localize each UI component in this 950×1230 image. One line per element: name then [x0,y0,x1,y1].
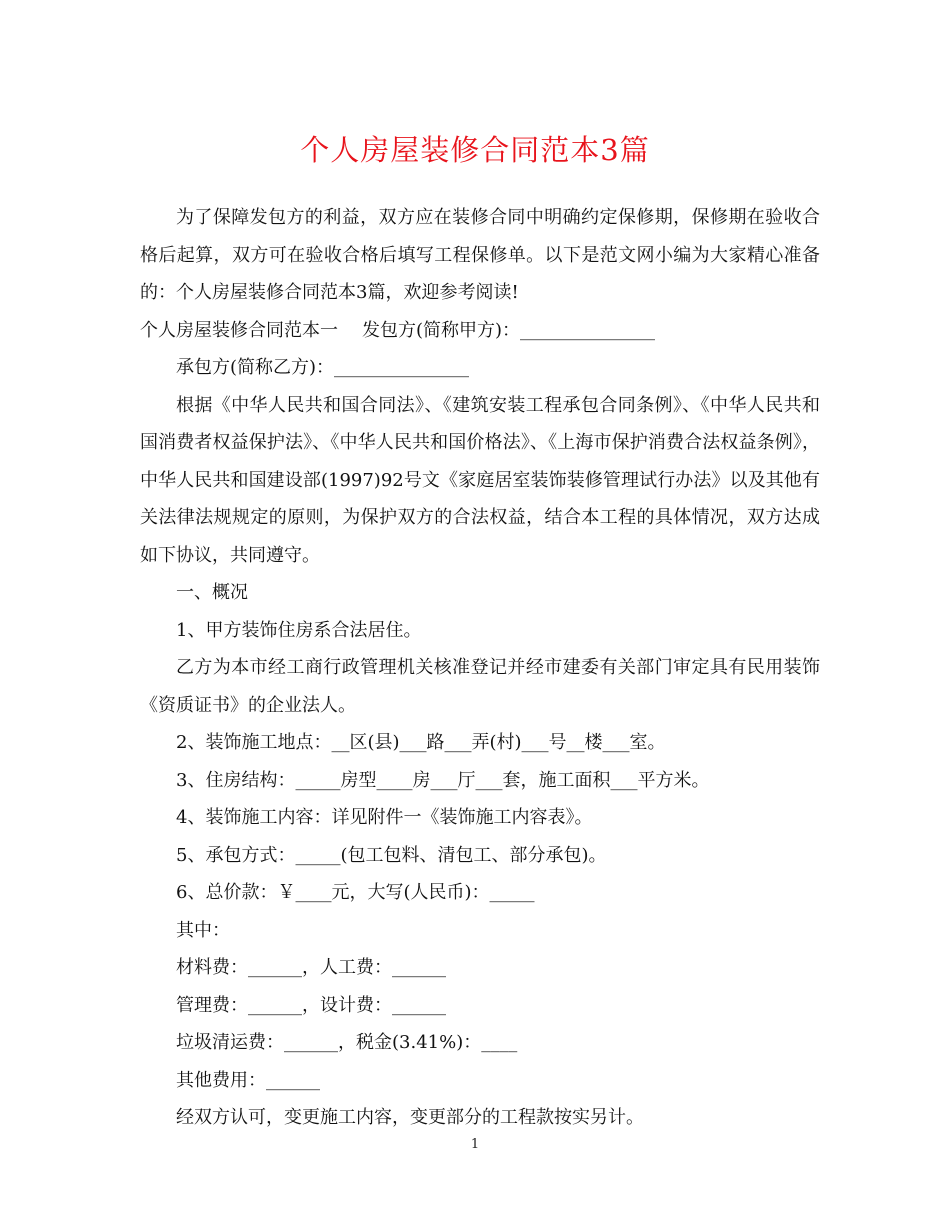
heading-overview: 一、概况 [176,582,248,603]
fee-line-1: 材料费：______，人工费：______ [176,957,446,978]
document-title: 个人房屋装修合同范本3篇 [300,133,650,167]
fee-line-3: 垃圾清运费：______，税金(3.41%)：____ [176,1032,518,1053]
fee-line-4: 其他费用：______ [176,1069,320,1091]
section-label: 个人房屋装修合同范本一 [140,319,338,341]
party-a-field: 发包方(简称甲方)：_______________ [362,319,656,341]
change-note: 经双方认可，变更施工内容，变更部分的工程款按实另计。 [176,1107,644,1128]
document-body [140,199,820,1137]
item-4: 4、装饰施工内容：详见附件一《装饰施工内容表》。 [176,807,593,828]
item-1: 1、甲方装饰住房系合法居住。 [176,619,422,641]
item-3: 3、住房结构：_____房型____房___厅___套，施工面积___平方米。 [176,769,710,791]
party-a-line [140,312,820,350]
item-2: 2、装饰施工地点：__区(县)___路___弄(村)___号__楼___室。 [176,732,666,753]
item-6: 6、总价款：￥____元，大写(人民币)：_____ [176,882,535,903]
basis-paragraph: 根据《中华人民共和国合同法》、《建筑安装工程承包合同条例》、《中华人民共和国消费者权益保护法》、《中华人民共和国价格法》、《上海市保护消费合法权益条例》，中华人民共和国建设部(1997)92号文《家庭居室装饰装修管理试行办法》以及其他有关法律法规规定的原则，为保护双方的合法权益，结合本工程的具体情况，双方达成如下协议，共同遵守。 [140,394,820,566]
item-1b: 乙方为本市经工商行政管理机关核准登记并经市建委有关部门审定具有民用装饰《资质证书》的企业法人。 [140,657,820,716]
intro-paragraph: 为了保障发包方的利益，双方应在装修合同中明确约定保修期，保修期在验收合格后起算，双方可在验收合格后填写工程保修单。以下是范文网小编为大家精心准备的：个人房屋装修合同范本3篇，欢迎参考阅读! [140,207,820,303]
page-number: 1 [470,1137,480,1152]
item-5: 5、承包方式：_____(包工包料、清包工、部分承包)。 [176,844,607,866]
party-b-field: 承包方(简称乙方)：_______________ [176,357,470,378]
fee-line-2: 管理费：______，设计费：______ [176,994,446,1016]
among-label: 其中： [176,919,230,941]
